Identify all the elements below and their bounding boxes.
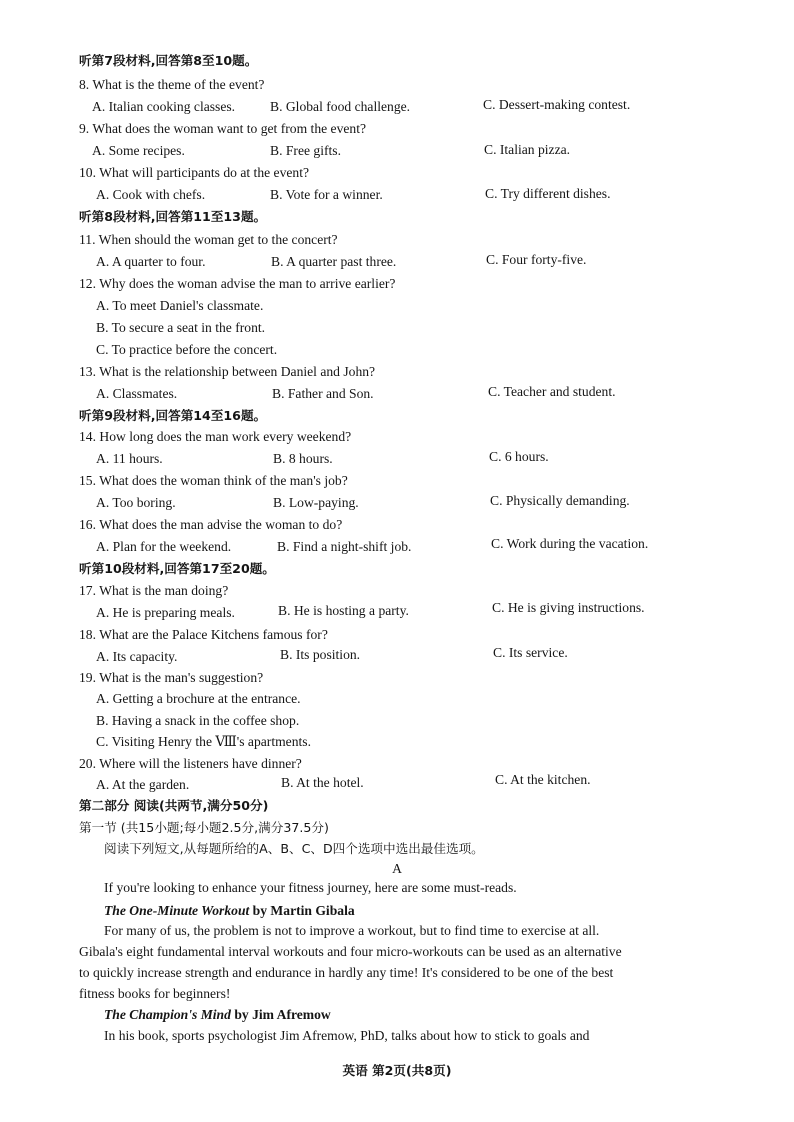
option-c: C. Visiting Henry the Ⅷ's apartments. (96, 734, 311, 749)
option-a: A. Classmates. (96, 386, 178, 401)
option-b: B. Having a snack in the coffee shop. (96, 713, 300, 728)
option-a: A. Its capacity. (96, 649, 178, 664)
option-c: C. Work during the vacation. (491, 536, 649, 551)
question-stem: 15. What does the woman think of the man's job? (79, 473, 348, 488)
paragraph-line: For many of us, the problem is not to improve a workout, but to find time to exercise at all. (104, 923, 600, 938)
question-stem: 12. Why does the woman advise the man to arrive earlier? (79, 276, 396, 291)
option-b: B. He is hosting a party. (278, 603, 409, 618)
section-header: 听第7段材料,回答第8至10题。 (79, 53, 258, 68)
passage-letter: A (392, 861, 402, 876)
question-stem: 17. What is the man doing? (79, 583, 229, 598)
option-b: B. 8 hours. (273, 451, 333, 466)
option-b: B. A quarter past three. (271, 254, 397, 269)
option-a: A. At the garden. (96, 777, 190, 792)
option-c: C. He is giving instructions. (492, 600, 645, 615)
book-title: The Champion's Mind (104, 1007, 231, 1022)
question-stem: 18. What are the Palace Kitchens famous for? (79, 627, 328, 642)
section-header: 听第10段材料,回答第17至20题。 (79, 561, 275, 576)
book-author: by Jim Afremow (230, 1007, 331, 1022)
book-title: The One-Minute Workout (104, 903, 250, 918)
question-stem: 8. What is the theme of the event? (79, 77, 265, 92)
option-a: A. To meet Daniel's classmate. (96, 298, 264, 313)
question-stem: 14. How long does the man work every weekend? (79, 429, 352, 444)
question-stem: 16. What does the man advise the woman to do? (79, 517, 343, 532)
option-a: A. 11 hours. (96, 451, 163, 466)
option-a: A. Cook with chefs. (96, 187, 206, 202)
paragraph-line: Gibala's eight fundamental interval workouts and four micro-workouts can be used as an alternative (79, 944, 622, 959)
option-b: B. At the hotel. (281, 775, 364, 790)
question-stem: 20. Where will the listeners have dinner? (79, 756, 302, 771)
book-heading (104, 1006, 331, 1024)
option-c: C. Its service. (493, 645, 568, 660)
section-title: 第一节 (共15小题;每小题2.5分,满分37.5分) (79, 820, 329, 835)
option-b: B. To secure a seat in the front. (96, 320, 266, 335)
option-b: B. Father and Son. (272, 386, 374, 401)
option-b: B. Find a night-shift job. (277, 539, 412, 554)
passage-intro: If you're looking to enhance your fitness journey, here are some must-reads. (104, 880, 517, 895)
book-author: by Martin Gibala (249, 903, 355, 918)
option-a: A. He is preparing meals. (96, 605, 235, 620)
question-stem: 10. What will participants do at the event? (79, 165, 310, 180)
part-title: 第二部分 阅读(共两节,满分50分) (79, 798, 269, 813)
option-c: C. At the kitchen. (495, 772, 591, 787)
section-header: 听第9段材料,回答第14至16题。 (79, 408, 267, 423)
page-footer: 英语 第2页(共8页) (342, 1063, 452, 1078)
section-header: 听第8段材料,回答第11至13题。 (79, 209, 267, 224)
option-c: C. Try different dishes. (485, 186, 611, 201)
option-c: C. Physically demanding. (490, 493, 630, 508)
option-c: C. To practice before the concert. (96, 342, 278, 357)
paragraph-line: to quickly increase strength and endurance in hardly any time! It's considered to be one of the best (79, 965, 614, 980)
option-a: A. Plan for the weekend. (96, 539, 232, 554)
book-heading (104, 902, 355, 920)
instruction: 阅读下列短文,从每题所给的A、B、C、D四个选项中选出最佳选项。 (104, 841, 484, 856)
option-b: B. Its position. (280, 647, 361, 662)
paragraph-line: fitness books for beginners! (79, 986, 231, 1001)
option-b: B. Free gifts. (270, 143, 341, 158)
option-a: A. Italian cooking classes. (92, 99, 236, 114)
option-a: A. Too boring. (96, 495, 176, 510)
option-c: C. 6 hours. (489, 449, 549, 464)
option-c: C. Teacher and student. (488, 384, 616, 399)
option-c: C. Four forty-five. (486, 252, 587, 267)
option-c: C. Italian pizza. (484, 142, 571, 157)
question-stem: 9. What does the woman want to get from the event? (79, 121, 367, 136)
option-a: A. Some recipes. (92, 143, 185, 158)
option-b: B. Vote for a winner. (270, 187, 383, 202)
question-stem: 11. When should the woman get to the concert? (79, 232, 338, 247)
option-c: C. Dessert-making contest. (483, 97, 631, 112)
paragraph-line: In his book, sports psychologist Jim Afremow, PhD, talks about how to stick to goals and (104, 1028, 590, 1043)
option-a: A. A quarter to four. (96, 254, 206, 269)
question-stem: 19. What is the man's suggestion? (79, 670, 264, 685)
question-stem: 13. What is the relationship between Daniel and John? (79, 364, 376, 379)
option-a: A. Getting a brochure at the entrance. (96, 691, 301, 706)
option-b: B. Global food challenge. (270, 99, 411, 114)
option-b: B. Low-paying. (273, 495, 359, 510)
